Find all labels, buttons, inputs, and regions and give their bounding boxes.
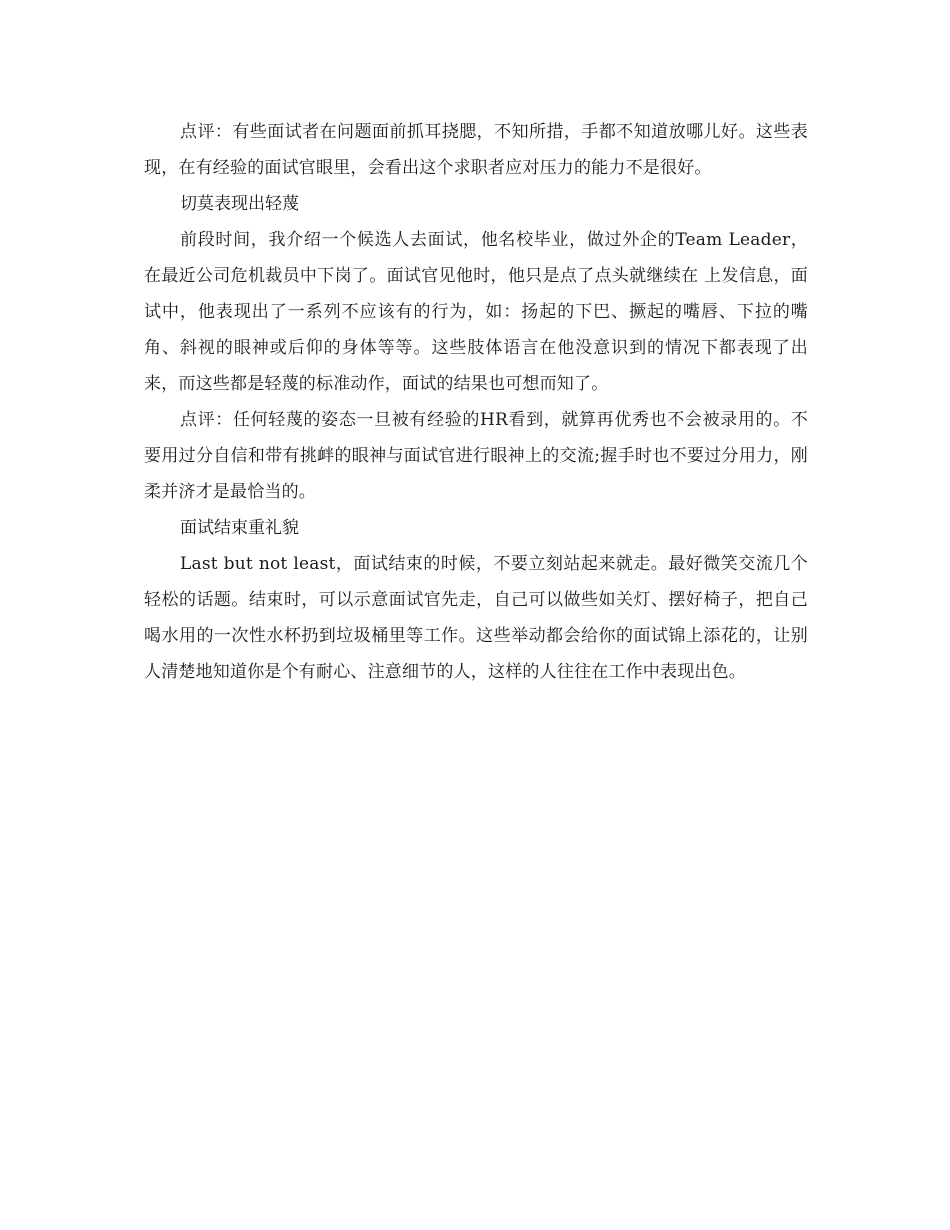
section-heading-politeness: 面试结束重礼貌 <box>180 518 299 538</box>
paragraph-comment-pressure: 点评：有些面试者在问题面前抓耳挠腮，不知所措，手都不知道放哪儿好。这些表现，在有经验的面试官眼里，会看出这个求职者应对压力的能力不是很好。 <box>144 122 808 178</box>
paragraph-interview-end: Last but not least，面试结束的时候，不要立刻站起来就走。最好微笑交流几个轻松的话题。结束时，可以示意面试官先走，自己可以做些如关灯、摆好椅子，把自己喝水用的一次性水杯扔到垃圾桶里等工作。这些举动都会给你的面试锦上添花的，让别人清楚地知道你是个有耐心、注意细节的人，这样的人往往在工作中表现出色。 <box>144 554 808 682</box>
paragraph-comment-contempt: 点评：任何轻蔑的姿态一旦被有经验的HR看到，就算再优秀也不会被录用的。不要用过分自信和带有挑衅的眼神与面试官进行眼神上的交流;握手时也不要过分用力，刚柔并济才是最恰当的。 <box>144 410 808 502</box>
paragraph-candidate-story: 前段时间，我介绍一个候选人去面试，他名校毕业，做过外企的Team Leader，在最近公司危机裁员中下岗了。面试官见他时，他只是点了点头就继续在 上发信息，面试中，他表现出了一系列不应该有的行为，如：扬起的下巴、撅起的嘴唇、下拉的嘴角、斜视的眼神或后仰的身体等等。这些肢体语言在他没意识到的情况下都表现了出来，而这些都是轻蔑的标准动作，面试的结果也可想而知了。 <box>144 230 808 394</box>
document-body <box>144 114 808 690</box>
section-heading-avoid-contempt: 切莫表现出轻蔑 <box>180 194 299 214</box>
